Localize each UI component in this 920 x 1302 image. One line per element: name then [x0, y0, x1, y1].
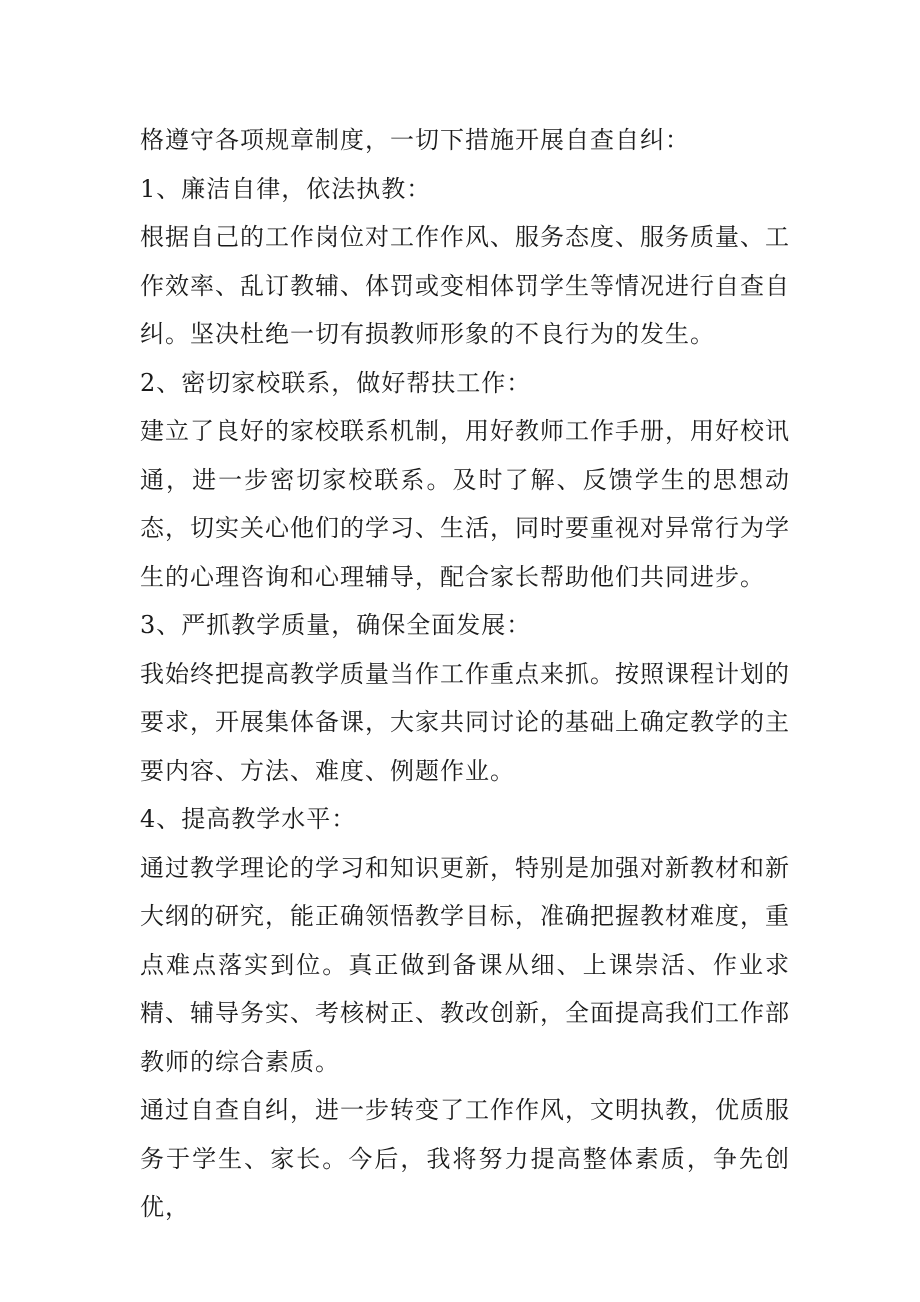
section-heading-1: 1、廉洁自律，依法执教：: [140, 174, 432, 203]
document-body: [140, 116, 790, 1232]
paragraph-section-4: 通过教学理论的学习和知识更新，特别是加强对新教材和新大纲的研究，能正确领悟教学目标，准确把握教材难度，重点难点落实到位。真正做到备课从细、上课崇活、作业求精、辅导务实、考核树正、教改创新，全面提高我们工作部教师的综合素质。: [140, 853, 790, 1076]
paragraph-continuation: 格遵守各项规章制度，一切下措施开展自查自纠：: [140, 126, 690, 154]
paragraph-conclusion: 通过自查自纠，进一步转变了工作作风，文明执教，优质服务于学生、家长。今后，我将努力提高整体素质，争先创优，: [140, 1096, 790, 1221]
paragraph-section-1: 根据自己的工作岗位对工作作风、服务态度、服务质量、工作效率、乱订教辅、体罚或变相体罚学生等情况进行自查自纠。坚决杜绝一切有损教师形象的不良行为的发生。: [140, 223, 790, 348]
paragraph-section-2: 建立了良好的家校联系机制，用好教师工作手册，用好校讯通，进一步密切家校联系。及时了解、反馈学生的思想动态，切实关心他们的学习、生活，同时要重视对异常行为学生的心理咨询和心理辅导，配合家长帮助他们共同进步。: [140, 417, 790, 591]
section-heading-2: 2、密切家校联系，做好帮扶工作：: [140, 368, 532, 397]
section-heading-4: 4、提高教学水平：: [140, 805, 357, 833]
paragraph-section-3: 我始终把提高教学质量当作工作重点来抓。按照课程计划的要求，开展集体备课，大家共同讨论的基础上确定教学的主要内容、方法、难度、例题作业。: [140, 659, 790, 785]
section-heading-3: 3、严抓教学质量，确保全面发展：: [140, 611, 532, 639]
